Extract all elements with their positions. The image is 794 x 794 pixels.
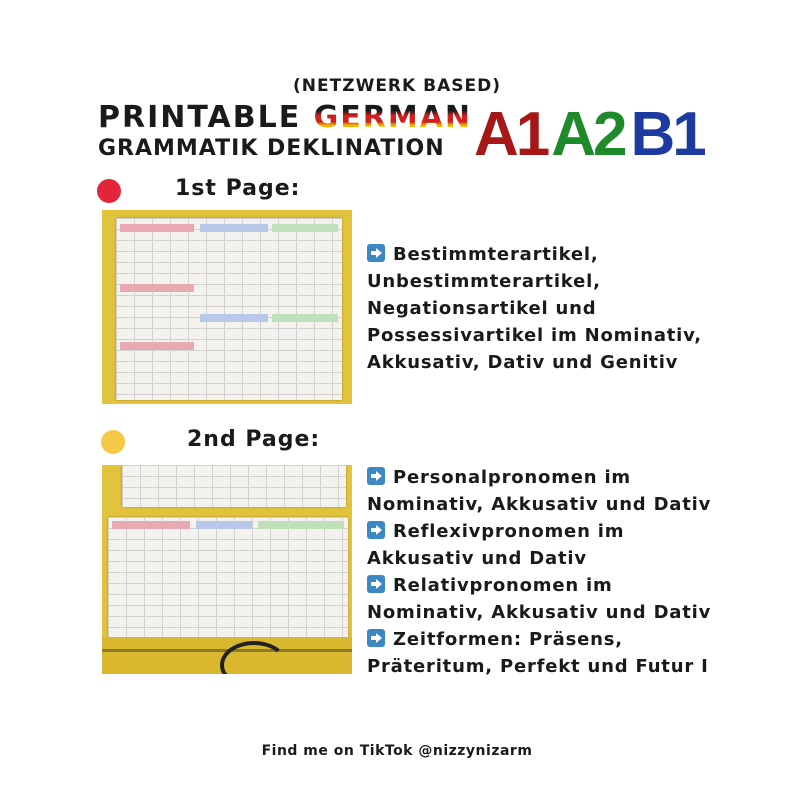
page2-line: Reflexivpronomen im (367, 518, 711, 545)
header-subtitle: (NETZWERK BASED) (293, 76, 501, 96)
level-a1: A1 (474, 100, 548, 169)
level-badges (474, 100, 704, 169)
right-arrow-icon (367, 467, 385, 485)
right-arrow-icon (367, 521, 385, 539)
title-german: GERMAN (313, 100, 473, 135)
page1-description (367, 241, 702, 376)
page1-photo (102, 210, 352, 404)
right-arrow-icon (367, 244, 385, 262)
page2-line: Akkusativ und Dativ (367, 548, 587, 569)
level-b1: B1 (630, 100, 704, 169)
right-arrow-icon (367, 575, 385, 593)
page2-photo (102, 465, 352, 674)
page2-description (367, 464, 711, 680)
page1-line: Akkusativ, Dativ und Genitiv (367, 352, 679, 373)
right-arrow-icon (367, 629, 385, 647)
page1-line: Negationsartikel und (367, 298, 597, 319)
page2-line: Zeitformen: Präsens, (367, 626, 711, 653)
title-line-2: GRAMMATIK DEKLINATION (98, 136, 445, 161)
page2-dot (101, 430, 125, 454)
page1-dot (97, 179, 121, 203)
page1-line: Unbestimmterartikel, (367, 271, 601, 292)
page2-line: Präteritum, Perfekt und Futur I (367, 656, 709, 677)
worksheet-2-top (122, 465, 346, 507)
level-a2: A2 (551, 100, 625, 169)
page2-line: Relativpronomen im (367, 572, 711, 599)
page1-line: Bestimmterartikel, (367, 241, 702, 268)
page1-heading: 1st Page: (175, 176, 301, 201)
page2-line: Nominativ, Akkusativ und Dativ (367, 494, 712, 515)
page2-line: Personalpronomen im (367, 464, 711, 491)
page2-heading: 2nd Page: (187, 427, 321, 452)
page1-line: Possessivartikel im Nominativ, (367, 325, 702, 346)
footer-tiktok: Find me on TikTok @nizzynizarm (261, 743, 533, 759)
worksheet-2 (108, 517, 348, 639)
worksheet-1 (116, 218, 342, 400)
title-printable: PRINTABLE (98, 100, 314, 135)
page2-line: Nominativ, Akkusativ und Dativ (367, 602, 712, 623)
title-line-1 (98, 100, 472, 135)
